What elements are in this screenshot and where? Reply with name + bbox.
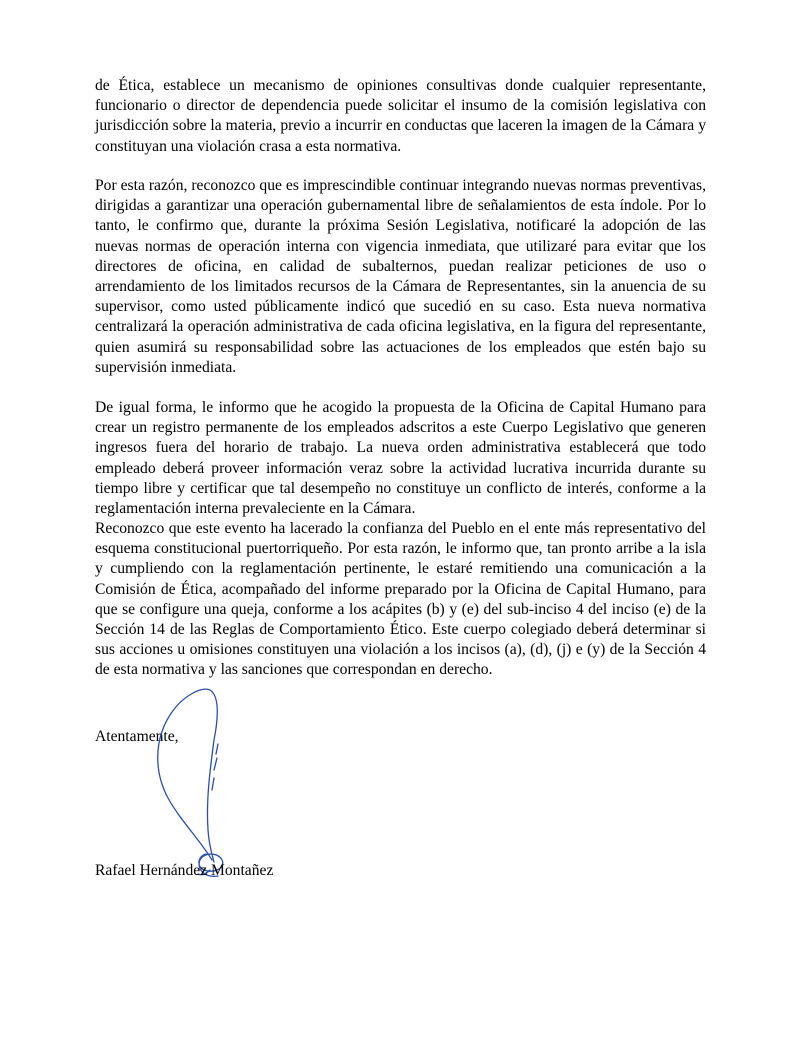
body-paragraph-4: Reconozco que este evento ha lacerado la confianza del Pueblo en el ente más representativo del esquema constitucional puertorriqueño. Por esta razón, le informo que, tan pronto arribe a la isla y cumpliendo con la reglamentación pertinente, le estaré remitiendo una comunicación a la Comisión de Ética, acompañado del informe preparado por la Oficina de Capital Humano, para que se configure una queja, conforme a los acápites (b) y (e) del sub-inciso 4 del inciso (e) de la Sección 14 de las Reglas de Comportamiento Ético. Este cuerpo colegiado deberá determinar si sus acciones u omisiones constituyen una violación a los incisos (a), (d), (j) e (y) de la Sección 4 de esta normativa y las sanciones que correspondan en derecho. xyxy=(95,520,706,679)
closing-salutation: Atentamente, xyxy=(95,728,179,745)
handwritten-signature xyxy=(140,680,260,890)
body-paragraph-2: Por esta razón, reconozco que es imprescindible continuar integrando nuevas normas preventivas, dirigidas a garantizar una operación gubernamental libre de señalamientos de esta índole. Por lo tanto, le confirmo que, durante la próxima Sesión Legislativa, notificaré la adopción de las nuevas normas de operación interna con vigencia inmediata, que utilizaré para evitar que los directores de oficina, en calidad de subalternos, puedan realizar peticiones de uso o arrendamiento de los limitados recursos de la Cámara de Representantes, sin la anuencia de su supervisor, como usted públicamente indicó que sucedió en su caso. Esta nueva normativa centralizará la operación administrativa de cada oficina legislativa, en la figura del representante, quien asumirá su responsabilidad sobre las actuaciones de los empleados que estén bajo su supervisión inmediata. xyxy=(95,177,706,376)
body-paragraph-3: De igual forma, le informo que he acogido la propuesta de la Oficina de Capital Humano para crear un registro permanente de los empleados adscritos a este Cuerpo Legislativo que generen ingresos fuera del horario de trabajo. La nueva orden administrativa establecerá que todo empleado deberá proveer información veraz sobre la actividad lucrativa incurrida durante su tiempo libre y certificar que tal desempeño no constituye un conflicto de interés, conforme a la reglamentación interna prevaleciente en la Cámara. xyxy=(95,399,706,518)
signer-name: Rafael Hernández Montañez xyxy=(95,862,274,879)
body-paragraph-1: de Ética, establece un mecanismo de opiniones consultivas donde cualquier representante, funcionario o director de dependencia puede solicitar el insumo de la comisión legislativa con jurisdicción sobre la materia, previo a incurrir en conductas que laceren la imagen de la Cámara y constituyan una violación crasa a esta normativa. xyxy=(95,77,706,155)
